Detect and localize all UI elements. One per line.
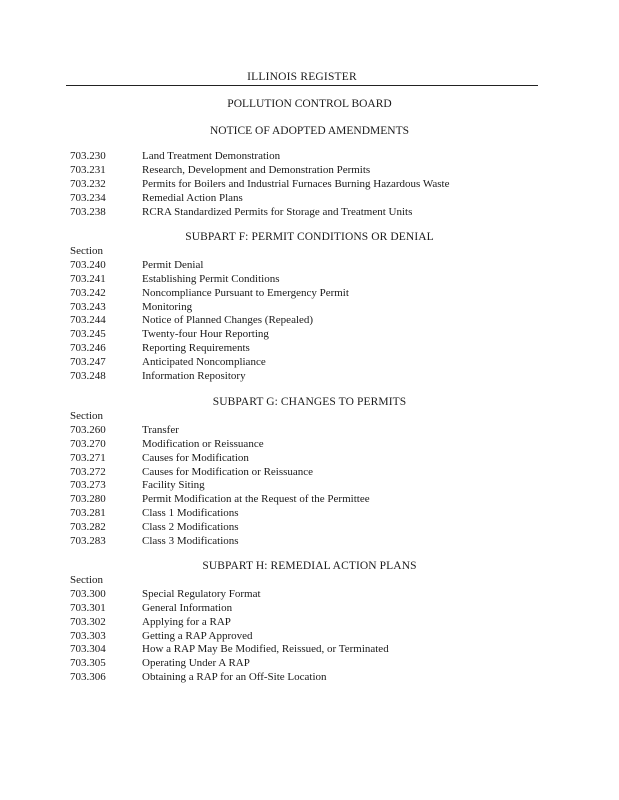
list-item xyxy=(70,206,570,220)
section-title: General Information xyxy=(142,601,233,614)
agency-title: POLLUTION CONTROL BOARD xyxy=(227,98,392,110)
list-item xyxy=(70,657,570,671)
section-number: 703.302 xyxy=(70,615,106,628)
section-title: Getting a RAP Approved xyxy=(142,629,253,642)
list-item xyxy=(70,192,570,206)
section-title: Permit Modification at the Request of the Permittee xyxy=(142,493,370,506)
section-label: Section xyxy=(70,410,103,422)
section-title: Noncompliance Pursuant to Emergency Permit xyxy=(142,286,349,299)
section-label: Section xyxy=(70,245,103,257)
section-number: 703.260 xyxy=(70,423,106,436)
list-item xyxy=(70,493,570,507)
section-title: Causes for Modification xyxy=(142,451,249,464)
section-number: 703.272 xyxy=(70,465,106,478)
register-header: ILLINOIS REGISTER xyxy=(247,71,357,83)
section-title: Reporting Requirements xyxy=(142,342,250,355)
list-item xyxy=(70,671,570,685)
section-number: 703.242 xyxy=(70,286,106,299)
list-item xyxy=(70,178,570,192)
section-title: Special Regulatory Format xyxy=(142,587,261,600)
section-number: 703.248 xyxy=(70,370,106,383)
section-title: Operating Under A RAP xyxy=(142,657,250,670)
list-item xyxy=(70,164,570,178)
section-title: Remedial Action Plans xyxy=(142,191,243,204)
section-number: 703.244 xyxy=(70,314,106,327)
section-title: Permit Denial xyxy=(142,258,204,271)
section-number: 703.282 xyxy=(70,521,106,534)
section-title: How a RAP May Be Modified, Reissued, or Terminated xyxy=(142,643,389,656)
list-item xyxy=(70,370,570,384)
list-item xyxy=(70,521,570,535)
section-title: Establishing Permit Conditions xyxy=(142,272,280,285)
section-title: Facility Siting xyxy=(142,479,205,492)
list-item xyxy=(70,273,570,287)
section-label: Section xyxy=(70,574,103,586)
section-title: Modification or Reissuance xyxy=(142,437,264,450)
section-number: 703.281 xyxy=(70,507,106,520)
list-item xyxy=(70,328,570,342)
section-title: Applying for a RAP xyxy=(142,615,231,628)
section-title: Class 1 Modifications xyxy=(142,507,239,520)
section-number: 703.306 xyxy=(70,671,106,684)
section-title: Class 3 Modifications xyxy=(142,535,239,548)
section-number: 703.303 xyxy=(70,629,106,642)
list-item xyxy=(70,301,570,315)
pre-entries-list xyxy=(70,150,570,219)
list-item xyxy=(70,507,570,521)
section-number: 703.234 xyxy=(70,191,106,204)
section-title: Anticipated Noncompliance xyxy=(142,356,266,369)
section-number: 703.273 xyxy=(70,479,106,492)
section-title: Class 2 Modifications xyxy=(142,521,239,534)
section-title: Causes for Modification or Reissuance xyxy=(142,465,314,478)
section-number: 703.246 xyxy=(70,342,106,355)
list-item xyxy=(70,259,570,273)
subpart-h-heading: SUBPART H: REMEDIAL ACTION PLANS xyxy=(202,560,417,572)
section-number: 703.245 xyxy=(70,328,106,341)
section-number: 703.271 xyxy=(70,451,106,464)
list-item xyxy=(70,466,570,480)
list-item xyxy=(70,616,570,630)
section-number: 703.283 xyxy=(70,535,106,548)
section-title: RCRA Standardized Permits for Storage and Treatment Units xyxy=(142,205,413,218)
section-title: Monitoring xyxy=(142,300,193,313)
subpart-h-list xyxy=(70,574,570,685)
section-title: Obtaining a RAP for an Off-Site Location xyxy=(142,671,327,684)
section-number: 703.304 xyxy=(70,643,106,656)
section-number: 703.238 xyxy=(70,205,106,218)
section-number: 703.241 xyxy=(70,272,106,285)
list-item xyxy=(70,630,570,644)
list-item xyxy=(70,438,570,452)
section-title: Land Treatment Demonstration xyxy=(142,150,281,162)
section-number: 703.300 xyxy=(70,587,106,600)
section-number: 703.305 xyxy=(70,657,106,670)
list-item xyxy=(70,150,570,164)
section-title: Transfer xyxy=(142,423,179,436)
subpart-f-list xyxy=(70,245,570,384)
list-item xyxy=(70,643,570,657)
list-item xyxy=(70,535,570,549)
list-item xyxy=(70,588,570,602)
section-number: 703.243 xyxy=(70,300,106,313)
section-title: Notice of Planned Changes (Repealed) xyxy=(142,314,314,327)
notice-title: NOTICE OF ADOPTED AMENDMENTS xyxy=(209,125,410,137)
list-item xyxy=(70,452,570,466)
list-item xyxy=(70,287,570,301)
list-item xyxy=(70,424,570,438)
list-item xyxy=(70,356,570,370)
list-item xyxy=(70,479,570,493)
section-title: Research, Development and Demonstration Permits xyxy=(142,163,371,176)
section-title: Permits for Boilers and Industrial Furnaces Burning Hazardous Waste xyxy=(142,177,450,190)
section-number: 703.232 xyxy=(70,177,106,190)
list-item xyxy=(70,314,570,328)
list-item xyxy=(70,602,570,616)
list-item xyxy=(70,342,570,356)
section-title: Twenty-four Hour Reporting xyxy=(142,328,269,341)
subpart-g-heading: SUBPART G: CHANGES TO PERMITS xyxy=(212,396,407,408)
header-rule xyxy=(66,85,538,86)
section-number: 703.247 xyxy=(70,356,106,369)
section-number: 703.280 xyxy=(70,493,106,506)
section-number: 703.301 xyxy=(70,601,106,614)
section-title: Information Repository xyxy=(142,370,246,383)
section-number: 703.270 xyxy=(70,437,106,450)
section-number: 703.230 xyxy=(70,150,106,162)
section-number: 703.231 xyxy=(70,163,106,176)
subpart-f-heading: SUBPART F: PERMIT CONDITIONS OR DENIAL xyxy=(185,231,434,243)
subpart-g-list xyxy=(70,410,570,549)
section-number: 703.240 xyxy=(70,258,106,271)
